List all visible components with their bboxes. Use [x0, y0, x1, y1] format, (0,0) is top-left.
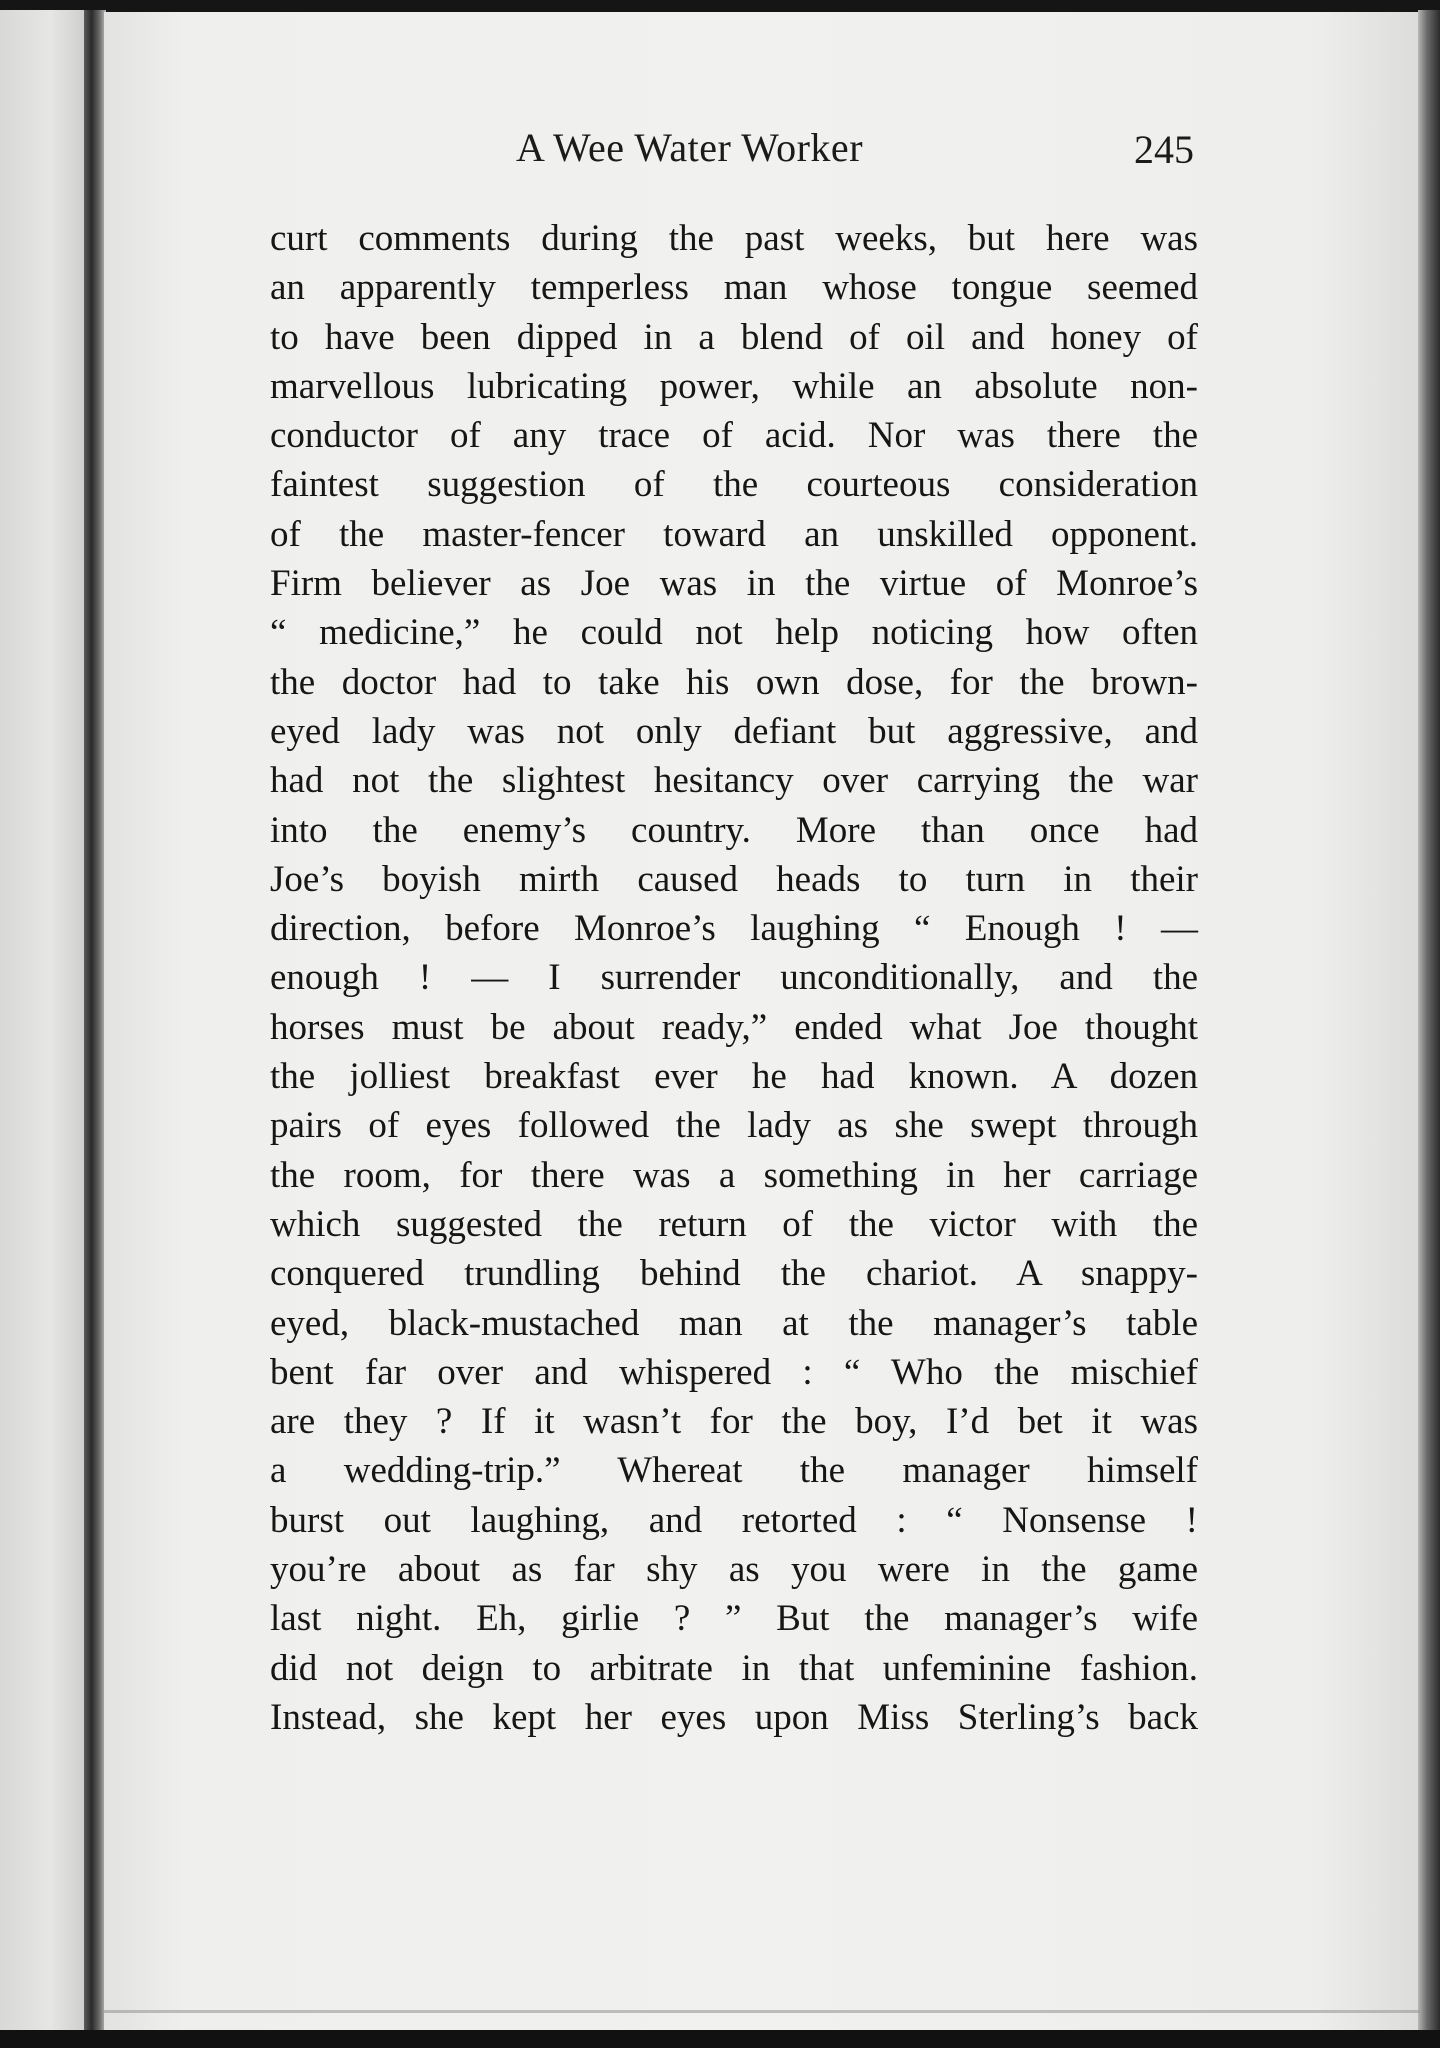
text-line: the room, for there was a something in her carriage	[270, 1154, 1198, 1196]
text-line: the doctor had to take his own dose, for the brown-	[270, 661, 1198, 703]
body-text	[270, 214, 1198, 1742]
text-line: curt comments during the past weeks, but here was	[270, 218, 1198, 259]
page-number: 245	[1134, 127, 1194, 172]
text-line: conductor of any trace of acid. Nor was there the	[270, 415, 1198, 457]
text-line: Joe’s boyish mirth caused heads to turn in their	[270, 858, 1198, 900]
text-line: an apparently temperless man whose tongue seemed	[270, 267, 1198, 309]
text-line: “ medicine,” he could not help noticing how often	[270, 612, 1198, 654]
text-line: pairs of eyes followed the lady as she swept through	[270, 1105, 1198, 1147]
text-line: Instead, she kept her eyes upon Miss Sterling’s back	[270, 1696, 1198, 1738]
text-line: faintest suggestion of the courteous consideration	[270, 464, 1198, 506]
text-line: marvellous lubricating power, while an absolute non-	[270, 365, 1198, 407]
text-line: burst out laughing, and retorted : “ Nonsense !	[270, 1499, 1198, 1541]
running-head-title: A Wee Water Worker	[516, 125, 864, 170]
text-line: eyed lady was not only defiant but aggressive, and	[270, 710, 1198, 752]
text-line: enough ! — I surrender unconditionally, and the	[270, 957, 1198, 999]
text-line: which suggested the return of the victor with the	[270, 1203, 1198, 1245]
text-line: into the enemy’s country. More than once had	[270, 809, 1198, 851]
text-line: direction, before Monroe’s laughing “ Enough ! —	[270, 908, 1198, 950]
text-line: the jolliest breakfast ever he had known. A dozen	[270, 1056, 1198, 1098]
text-line: conquered trundling behind the chariot. A snappy-	[270, 1253, 1198, 1295]
page-bottom-edge	[104, 2010, 1420, 2013]
text-line: are they ? If it wasn’t for the boy, I’d bet it was	[270, 1401, 1198, 1443]
previous-page-edge	[0, 10, 84, 2035]
text-line: to have been dipped in a blend of oil and honey of	[270, 316, 1198, 358]
text-line: had not the slightest hesitancy over carrying the war	[270, 760, 1198, 802]
text-line: eyed, black-mustached man at the manager’s table	[270, 1302, 1198, 1344]
text-line: horses must be about ready,” ended what Joe thought	[270, 1006, 1198, 1048]
book-gutter	[84, 10, 106, 2035]
page-right-edge	[1418, 10, 1440, 2035]
text-line: a wedding-trip.” Whereat the manager himself	[270, 1450, 1198, 1492]
text-line: bent far over and whispered : “ Who the mischief	[270, 1351, 1198, 1393]
running-head	[104, 118, 1420, 178]
text-line: Firm believer as Joe was in the virtue of Monroe’s	[270, 563, 1198, 605]
text-line: you’re about as far shy as you were in the game	[270, 1549, 1198, 1591]
scanner-bottom-edge	[0, 2030, 1440, 2048]
text-line: did not deign to arbitrate in that unfeminine fashion.	[270, 1647, 1198, 1689]
text-line: last night. Eh, girlie ? ” But the manager’s wife	[270, 1598, 1198, 1640]
text-line: of the master-fencer toward an unskilled opponent.	[270, 513, 1198, 555]
